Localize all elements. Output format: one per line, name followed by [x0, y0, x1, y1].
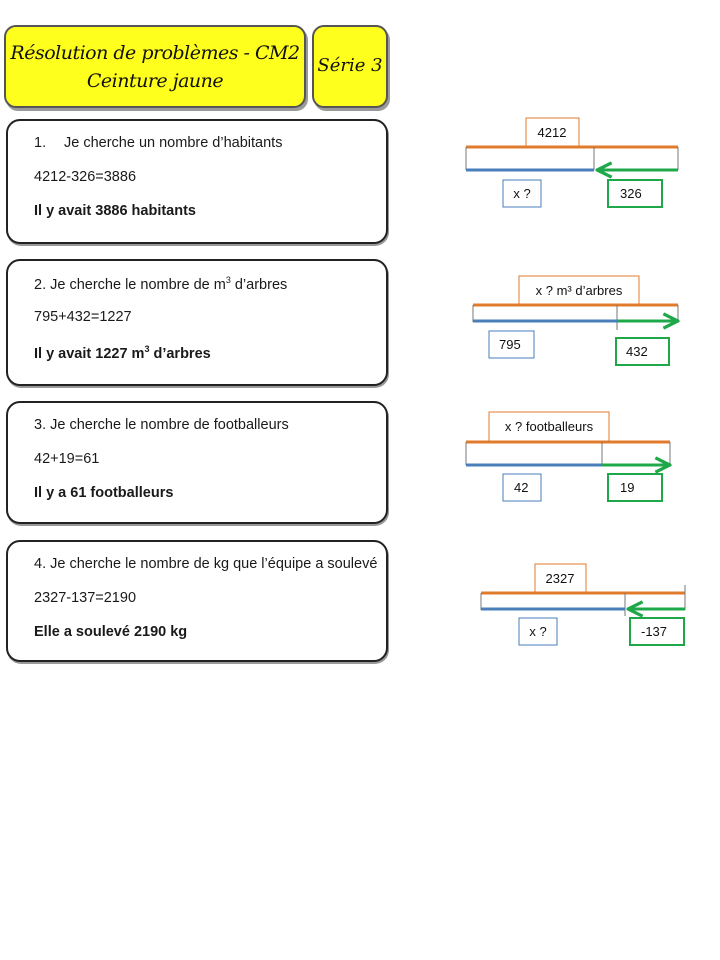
- problem-1-calculation: 4212-326=3886: [34, 169, 137, 185]
- diagram-1-total-label: 4212: [537, 125, 567, 140]
- diagram-4-unknown-label: x ?: [529, 624, 547, 639]
- problem-2-answer-end: d’arbres: [149, 345, 211, 362]
- title-line-2: Ceinture jaune: [86, 70, 224, 92]
- diagram-1-known-label: 326: [620, 186, 642, 201]
- problem-3-answer: Il y a 61 footballeurs: [34, 485, 174, 501]
- diagram-2-part-a-label: 795: [499, 337, 521, 352]
- diagram-3-part-b-label: 19: [620, 480, 635, 495]
- problem-4-calculation: 2327-137=2190: [34, 590, 137, 606]
- diagram-3: [466, 412, 670, 501]
- diagram-3-part-b-box: [608, 474, 662, 501]
- problem-1-number: 1.: [34, 135, 47, 151]
- serie-badge: Série 3: [312, 25, 388, 108]
- problem-3-calculation: 42+19=61: [34, 451, 100, 467]
- diagram-4-total-label: 2327: [545, 571, 575, 586]
- problem-2-question-end: d’arbres: [230, 276, 288, 293]
- problem-2-answer-text: Il y avait 1227 m: [34, 345, 145, 362]
- diagram-1-unknown-label: x ?: [513, 186, 531, 201]
- problem-2-question-exponent: 3: [225, 275, 231, 285]
- diagram-4: [481, 564, 685, 645]
- problem-4-answer: Elle a soulevé 2190 kg: [34, 624, 188, 640]
- diagram-1: [466, 118, 678, 207]
- problem-3-question: 3. Je cherche le nombre de footballeurs: [34, 417, 289, 433]
- problem-2-calculation: 795+432=1227: [34, 309, 132, 325]
- problem-2-question-text: 2. Je cherche le nombre de m: [34, 276, 226, 293]
- diagram-2-total-label: x ? m³ d’arbres: [535, 283, 623, 298]
- problem-2-answer-exponent: 3: [144, 344, 150, 354]
- diagram-3-total-label: x ? footballeurs: [504, 419, 594, 434]
- title-line-1: Résolution de problèmes - CM2: [10, 42, 300, 64]
- diagram-4-known-label: -137: [641, 624, 668, 639]
- problem-4-question: 4. Je cherche le nombre de kg que l’équipe a soulevé: [34, 556, 378, 572]
- problem-1-question-text: Je cherche un nombre d’habitants: [64, 135, 283, 151]
- problem-1-answer: Il y avait 3886 habitants: [34, 203, 196, 219]
- diagram-3-part-a-label: 42: [514, 480, 529, 495]
- diagram-2: [473, 276, 678, 365]
- diagram-2-part-b-label: 432: [626, 344, 648, 359]
